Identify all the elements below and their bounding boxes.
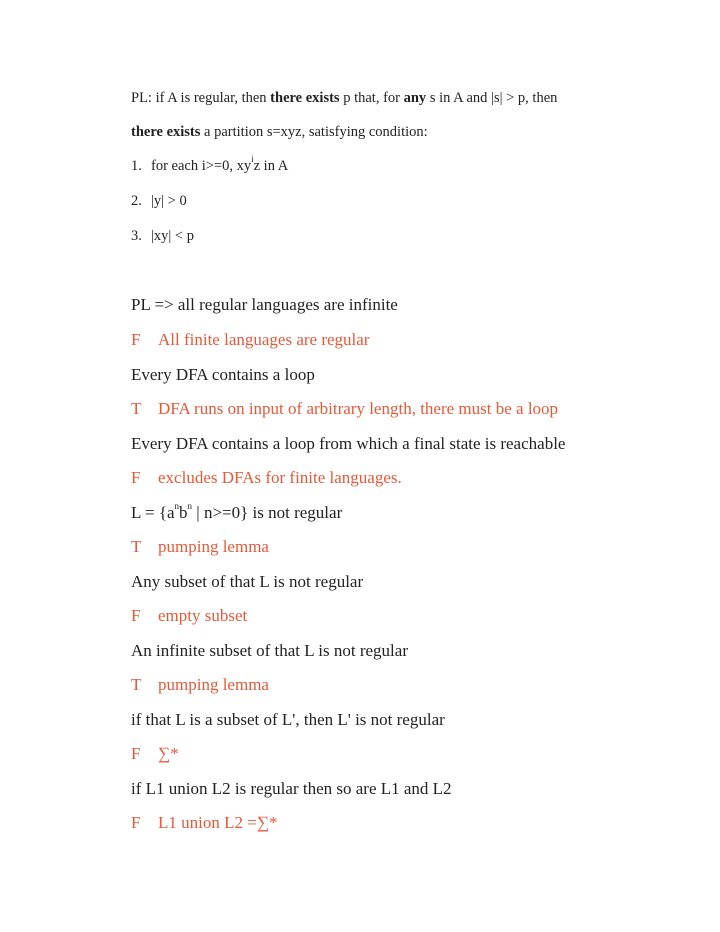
answer-reason: L1 union L2 =∑* [158,813,278,832]
statement: if L1 union L2 is regular then so are L1 and L2 [131,779,452,798]
answer-line [131,537,269,557]
answer-reason: DFA runs on input of arbitrary length, there must be a loop [158,399,559,418]
def-text: s in A and |s| > p, then [426,90,558,106]
answer-line [131,468,402,488]
statement [131,503,342,523]
answer-line [131,330,369,350]
superscript: i [251,154,254,165]
condition-text: |xy| < p [151,228,194,244]
answer-letter: F [131,606,141,625]
answer-line [131,399,558,419]
answer-line [131,813,277,833]
statement: Every DFA contains a loop [131,365,315,384]
answer-reason: pumping lemma [158,537,269,556]
answer-reason: All finite languages are regular [158,330,370,349]
condition-number: 1. [131,158,142,174]
def-bold-any: any [403,90,427,106]
condition-text: z in A [253,158,289,174]
def-bold-there-exists: there exists [270,90,340,106]
def-text: p that, for [339,90,404,106]
answer-line [131,675,269,695]
condition-number: 2. [131,193,142,209]
answer-letter: F [131,468,141,487]
answer-reason: excludes DFAs for finite languages. [158,468,402,487]
answer-reason: ∑* [158,744,179,763]
statement-part: | n>=0} is not regular [192,503,343,522]
superscript: n [174,501,180,512]
pl-definition-line-2 [131,124,428,141]
answer-letter: F [131,744,141,763]
statement: Any subset of that L is not regular [131,572,364,591]
pl-definition-line-1 [131,90,557,107]
statement: An infinite subset of that L is not regular [131,641,408,660]
answer-letter: T [131,399,142,418]
def-text: PL: if A is regular, then [131,90,271,106]
answer-reason: empty subset [158,606,248,625]
answer-line [131,606,247,626]
statement: if that L is a subset of L', then L' is not regular [131,710,445,729]
condition-text: for each i>=0, xy [151,158,252,174]
answer-letter: F [131,813,141,832]
answer-letter: T [131,537,142,556]
statement: Every DFA contains a loop from which a final state is reachable [131,434,566,453]
condition-number: 3. [131,228,142,244]
condition-3 [131,228,194,245]
condition-text: |y| > 0 [151,193,187,209]
answer-letter: F [131,330,141,349]
def-bold-there-exists: there exists [131,124,201,140]
answer-line [131,744,179,764]
statement-part: L = {a [131,503,175,522]
condition-2 [131,193,187,210]
def-text: a partition s=xyz, satisfying condition: [200,124,428,140]
superscript: n [187,501,193,512]
statement: PL => all regular languages are infinite [131,295,398,314]
answer-letter: T [131,675,142,694]
condition-1 [131,154,289,175]
statement-part: b [179,503,188,522]
answer-reason: pumping lemma [158,675,269,694]
